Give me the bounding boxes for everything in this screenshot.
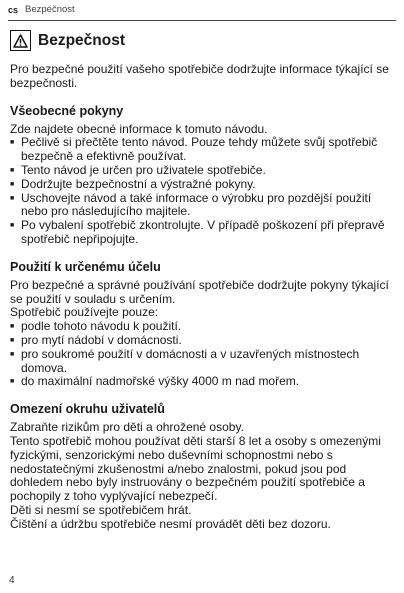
- list-item: ■ pro mytí nádobí v domácnosti.: [10, 334, 396, 348]
- bullet-list: [10, 320, 396, 389]
- list-item: ■ do maximální nadmořské výšky 4000 m nad mořem.: [10, 375, 396, 389]
- section-heading: Všeobecné pokyny: [10, 103, 124, 118]
- paragraph: Zde najdete obecné informace k tomuto návodu.: [10, 121, 268, 136]
- header-rule: [8, 20, 396, 21]
- paragraph: Spotřebič používejte pouze:: [10, 305, 159, 320]
- page-content: [10, 26, 396, 532]
- paragraph: Čištění a údržbu spotřebiče nesmí provádět děti bez dozoru.: [10, 516, 331, 531]
- list-item: ■ podle tohoto návodu k použití.: [10, 320, 396, 334]
- paragraph: Děti si nesmí se spotřebičem hrát.: [10, 502, 192, 517]
- section-general: [10, 104, 396, 247]
- page-title: Bezpečnost: [38, 31, 125, 49]
- list-item: ■ Tento návod je určen pro uživatele spotřebiče.: [10, 164, 396, 178]
- bullet-list: [10, 136, 396, 246]
- list-item: ■ Uschovejte návod a také informace o výrobku pro pozdější použití nebo pro následujícího majitele.: [10, 192, 396, 220]
- language-code: cs: [8, 4, 19, 15]
- running-header: [8, 4, 75, 15]
- page-number: 4: [9, 575, 15, 586]
- paragraph: Pro bezpečné a správné používání spotřebiče dodržujte pokyny týkající se použití v souladu s určením.: [10, 277, 389, 306]
- list-item: ■ pro soukromé použití v domácnosti a v uzavřených místnostech domova.: [10, 348, 396, 376]
- header-section: Bezpečnost: [25, 4, 75, 15]
- section-heading: Použití k určenému účelu: [10, 259, 161, 274]
- title-row: [10, 30, 396, 51]
- list-item: ■ Dodržujte bezpečnostní a výstražné pokyny.: [10, 178, 396, 192]
- intro-paragraph: Pro bezpečné použití vašeho spotřebiče dodržujte informace týkající se bezpečnosti.: [10, 62, 389, 90]
- warning-icon: [10, 30, 31, 51]
- section-user-restrictions: [10, 402, 396, 531]
- section-heading: Omezení okruhu uživatelů: [10, 402, 165, 417]
- paragraph: Tento spotřebič mohou používat děti starší 8 let a osoby s omezenými fyzickými, senzorickými nebo duševními schopnostmi nebo s nedostatečnými zkušenostmi a/nebo znalostmi, pokud jsou pod dohledem nebo byly instruovány o bezpečném použití spotřebiče a pochopily z toho vyplývající nebezpečí.: [10, 433, 381, 504]
- list-item: ■ Pečlivě si přečtěte tento návod. Pouze tehdy můžete svůj spotřebič bezpečně a efektivně používat.: [10, 136, 396, 164]
- list-item: ■ Po vybalení spotřebič zkontrolujte. V případě poškození při přepravě spotřebič nepřipojujte.: [10, 219, 396, 247]
- paragraph: Zabraňte rizikům pro děti a ohrožené osoby.: [10, 420, 244, 435]
- section-intended-use: [10, 260, 396, 389]
